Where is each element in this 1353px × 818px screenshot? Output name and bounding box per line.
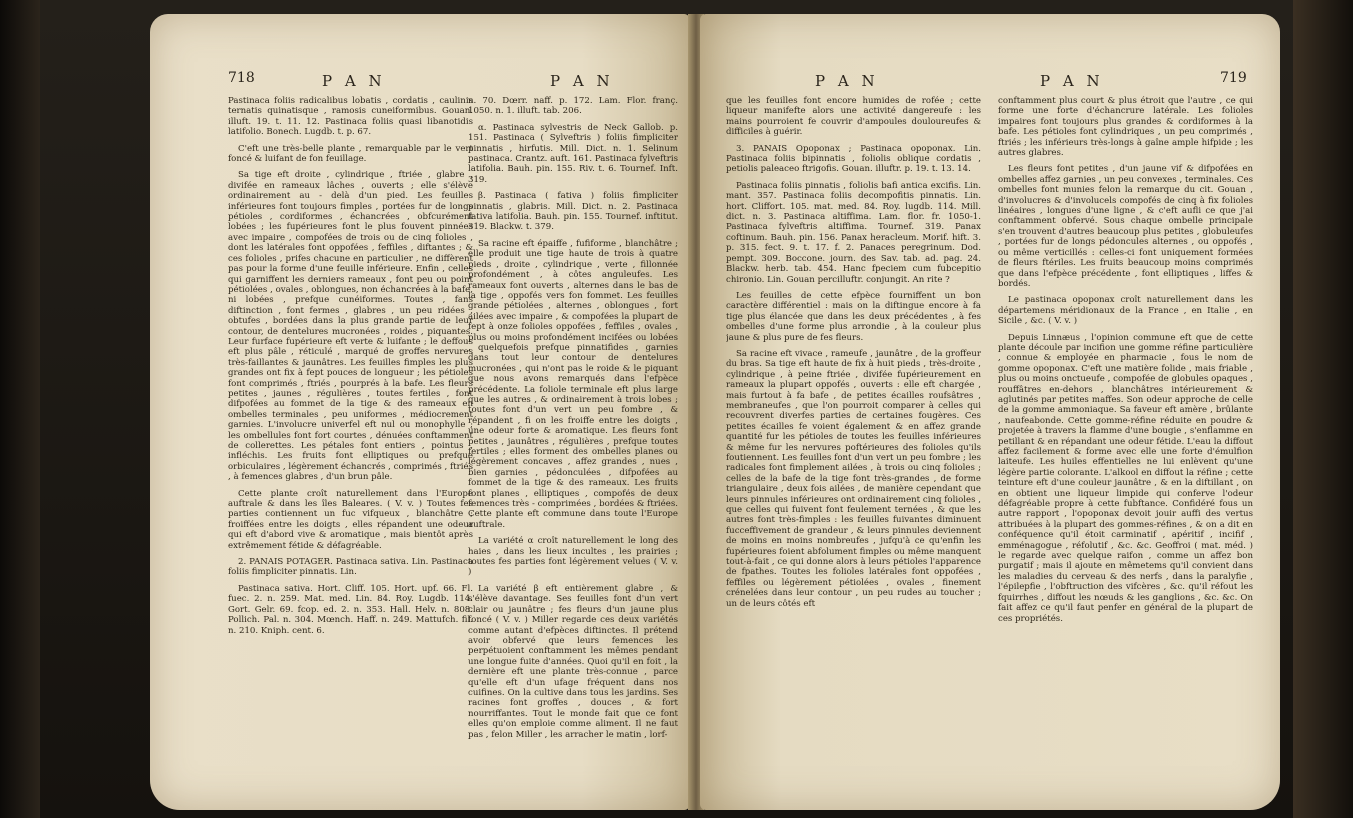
right-page — [700, 14, 1280, 810]
paragraph: C'eft une très-belle plante , remarquable par le vert foncé & luifant de fon feuillage. — [228, 143, 473, 165]
paragraph: 2. PANAIS POTAGER. Pastinaca sativa. Lin. Pastinaca foliis fimpliciter pinnatis. Lin. — [228, 557, 473, 578]
paragraph: Depuis Linnæus , l'opinion commune eft que de cette plante découle par incifion une gomme réfine particulière , connue & employée en pharmacie , fous le nom de gomme opoponax. C'eft une matière folide , mais friable , plus ou moins onctueufe , compofée de globules opaques , rouffâtres en-dehors , blanchâtres intérieurement & aglutinés par petites maffes. Son odeur approche de celle de la gomme ammoniaque. Sa faveur eft amère , brûlante , naufeabonde. Cette gomme-réfine réduite en poudre & projetée à travers la flamme d'une bougie , s'enflamme en petillant & en répandant une odeur fétide. L'eau la diffout affez facilement & forme avec elle une forte d'émulfion laiteufe. Les huiles effentielles ne lui enlèvent qu'une légère partie colorante. L'alkool en diffout la réfine ; cette teinture eft d'une couleur jaunâtre , & en la diftillant , on en obtient une liqueur limpide qui conferve l'odeur défagréable propre à cette fubftance. Confidéré fous un autre rapport , l'opoponax devoit jouir auffi des vertus attribuées à la plupart des gommes-réfines , & on a dit en conféquence qu'il étoit carminatif , apéritif , incifif , emménagogue , réfolutif , &c. &c. Geoffroi ( mat. méd. ) le regarde avec quelque raifon , comme un affez bon purgatif ; mais il ajoute en mêmetems qu'il convient dans les maladies du cerveau & des nerfs , dans la paralyfie , l'épilepfie , l'obftruction des vifcères , &c. qu'il réfout les fquirrhes , diffout les nœuds & les ganglions , &c. &c. On fait affez ce qu'il faut penfer en général de la plupart de ces propriétés. — [998, 332, 1253, 624]
running-head-left-1: P A N — [322, 72, 386, 90]
page-number-right: 719 — [1220, 70, 1247, 86]
running-head-right-1: P A N — [815, 72, 879, 90]
paragraph: La variété α croît naturellement le long des haies , dans les lieux incultes , les prairies ; toutes fes parties font légèrement velues ( V. v. ) — [468, 536, 678, 578]
paragraph: La variété β eft entièrement glabre , & s'élève davantage. Ses feuilles font d'un vert clair ou jaunâtre ; fes fleurs d'un jaune plus foncé ( V. v. ) Miller regarde ces deux variétés comme autant d'efpèces diftinctes. Il prétend avoir obfervé que leurs femences les perpétuoient conftamment les mêmes pendant une longue fuite d'années. Quoi qu'il en foit , la dernière eft une plante très-connue , parce qu'elle eft d'un ufage fréquent dans nos cuifines. On la cultive dans tous les jardins. Ses racines font groffes , douces , & fort nourriffantes. Tout le monde fait que ce font elles qu'on emploie comme aliment. Il ne faut pas , felon Miller , les arracher le matin , lorf- — [468, 583, 678, 740]
page-number-left: 718 — [228, 70, 255, 86]
paragraph: Le pastinaca opoponax croît naturellement dans les départemens méridionaux de la France , en Italie , en Sicile , &c. ( V. v. ) — [998, 295, 1253, 327]
book-edge-left — [0, 0, 40, 818]
paragraph: 3. PANAIS Opoponax ; Pastinaca opoponax. Lin. Pastinaca foliis bipinnatis , foliolis oblique cordatis , petiolis paleaceo ftrigofis. Gouan. illuftr. p. 19. t. 13. 14. — [726, 143, 981, 175]
running-head-left-2: P A N — [550, 72, 614, 90]
paragraph: Sa tige eft droite , cylindrique , ftriée , glabre , divifée en rameaux lâches , ouverts ; elle s'élève ordinairement au - delà d'un pied. Les feuilles inférieures font toujours fimples , portées fur de longs pétioles , cordiformes , échancrées , obfcurément lobées ; les fupérieures font le plus fouvent pinnées avec impaire , compofées de trois ou de cinq folioles , dont les latérales font oppofées , feffiles , diftantes ; & ces folioles , prifes chacune en particulier , ne diffèrent pas pour la forme d'une feuille inférieure. Enfin , celles qui garniffent les derniers rameaux , font peu ou point pétiolées , ovales , oblongues, non échancrées à la bafe, ni lobées , prefque cunéiformes. Toutes , fans diftinction , font fermes , glabres , un peu ridées , obtufes , bordées dans la plus grande partie de leur contour, de dentelures mucronées , roides , piquantes. Leur furface fupérieure eft verte & luifante ; le deffous eft plus pâle , réticulé , marqué de groffes nervures très-faillantes & jaunâtres. Les feuilles fimples les plus grandes ont fix à fept pouces de longueur ; les pétioles font comprimés , ftriés , pourprés à la bafe. Les fleurs petites , jaunes , régulières , toutes fertiles , font difpofées au fommet de la tige & des rameaux en ombelles terminales , peu uniformes , médiocrement garnies. L'involucre univerfel eft nul ou monophylle ; les ombellules font fort courtes , dénuées conftamment de collerettes. Les pétales font entiers , pointus , infléchis. Les fruits font elliptiques ou prefque orbiculaires , légèrement échancrés , comprimés , ftriés , à femences glabres , d'un brun pâle. — [228, 170, 473, 483]
paragraph: conftamment plus court & plus étroit que l'autre , ce qui forme une forte d'échancrure latérale. Les folioles impaires font toujours plus grandes & cordiformes à la bafe. Les pétioles font cylindriques , un peu comprimés , ftriés ; les inférieurs très-longs à gaîne ample hifpide ; les autres glabres. — [998, 96, 1253, 159]
running-head-right-2: P A N — [1040, 72, 1104, 90]
paragraph: Les fleurs font petites , d'un jaune vif & difpofées en ombelles affez garnies , un peu convexes , terminales. Ces ombelles font munies felon la remarque du cit. Gouan , d'involucres & d'involucels compofés de cinq à fix folioles linéaires , longues d'une ligne , & c'eft aufli ce que j'ai conftamment obfervé. Sous chaque ombelle principale s'en trouvent d'autres beaucoup plus petites , globuleufes , portées fur de longs pédoncules alternes , ou oppofés , ou même verticillés : celles-ci font uniquement formées de fleurs ftériles. Les fruits beaucoup moins comprimés que dans l'efpèce précédente , font elliptiques , liffes & bordés. — [998, 164, 1253, 289]
paragraph: Sa racine eft épaiffe , fufiforme , blanchâtre ; elle produit une tige haute de trois à quatre pieds , droite , cylindrique , verte , fillonnée profondément , à côtes anguleufes. Les rameaux font ouverts , alternes dans le bas de la tige , oppofés vers fon fommet. Les feuilles grande pétiolées , alternes , oblongues , fort ailées avec impaire , & compofées la plupart de fept à onze folioles oppofées , feffiles , ovales , plus ou moins profondément incifées ou lobées , quelquefois prefque pinnatifides , garnies dans tout leur contour de dentelures mucronées , qui n'ont pas le roide & le piquant que nous avons remarqués dans l'efpèce précédente. La foliole terminale eft plus large que les autres , & ordinairement à trois lobes ; toutes font d'un vert un peu fombre , & répandent , fi on les froiffe entre les doigts , une odeur forte & aromatique. Les fleurs font petites , jaunâtres , régulières , prefque toutes fertiles ; elles forment des ombelles planes ou légèrement concaves , affez grandes , nues , bien garnies , pédonculées , difpofées au fommet de la tige & des rameaux. Les fruits font planes , elliptiques , compofés de deux femences très - comprimées , bordées & ftriées. Cette plante eft commune dans toute l'Europe auftrale. — [468, 238, 678, 530]
paragraph: β. Pastinaca ( fativa ) foliis fimpliciter pinnatis , glabris. Mill. Dict. n. 2. Pastinaca fativa latifolia. Bauh. pin. 155. Tournef. inftitut. 319. Blackw. t. 379. — [468, 191, 678, 233]
right-page-column-2 — [998, 96, 1253, 630]
right-page-column-1 — [726, 96, 981, 615]
paragraph: Pastinaca foliis pinnatis , foliolis bafi antica excifis. Lin. mant. 357. Pastinaca foliis decompofitis pinnatis. Lin. hort. Cliffort. 105. mat. med. 84. Roy. lugdb. 114. Mill. dict. n. 3. Pastinaca altiffima. Lam. flor. fr. 1050-1. Pastinaca fylveftris altiffima. Tournef. 319. Panax coftinum. Bauh. pin. 156. Panax heracleum. Morif. hift. 3. p. 315. fect. 9. t. 17. f. 2. Panaces peregrinum. Dod. pempt. 309. Boccone. journ. des Sav. tab. ad. pag. 24. Blackw. herb. tab. 454. Hanc fpeciem cum fubcepitio chironio. Lin. Gouan percilluftr. conjungit. An rite ? — [726, 180, 981, 285]
paragraph: Pastinaca foliis radicalibus lobatis , cordatis , caulinis ternatis quinatisque , ramosis cuneiformibus. Gouan. illuft. 19. t. 11. 12. Pastinaca foliis quasi libanotidis latifolio. Bonech. Lugdb. t. p. 67. — [228, 96, 473, 138]
paragraph: α. Pastinaca sylvestris de Neck Gallob. p. 151. Pastinaca ( Sylveftris ) foliis fimpliciter pinnatis , hirfutis. Mill. Dict. n. 1. Selinum pastinaca. Crantz. auft. 161. Pastinaca fylveftris latifolia. Bauh. pin. 155. Riv. t. 6. Tournef. Inft. 319. — [468, 122, 678, 185]
book-edge-right — [1293, 0, 1353, 818]
left-page-column-1 — [228, 96, 473, 642]
left-page — [150, 14, 690, 810]
paragraph: que les feuilles font encore humides de rofée ; cette liqueur manifefte alors une activité dangereufe : les mains pourroient fe couvrir d'ampoules douloureufes & difficiles à guérir. — [726, 96, 981, 138]
paragraph: Cette plante croît naturellement dans l'Europe auftrale & dans les îles Baleares. ( V. v. ) Toutes fes parties contiennent un fuc vifqueux , blanchâtre ; froiffées entre les doigts , elles répandent une odeur qui eft d'abord vive & aromatique , mais bientôt après extrêmement fétide & défagréable. — [228, 488, 473, 551]
paragraph: Les feuilles de cette efpèce fourniffent un bon caractère différentiel : mais on la diftingue encore à fa tige plus élancée que dans les deux précédentes , à fes ombelles d'une forme plus arrondie , à la couleur plus jaune & plus pure de fes fleurs. — [726, 290, 981, 343]
paragraph: Pastinaca sativa. Hort. Cliff. 105. Hort. upf. 66. Fl. fuec. 2. n. 259. Mat. med. Lin. 84. Roy. Lugdb. 114. Gort. Gelr. 69. fcop. ed. 2. n. 353. Hall. Helv. n. 808. Pollich. Pal. n. 304. Mœnch. Haff. n. 249. Mattufch. fil. n. 210. Kniph. cent. 6. — [228, 583, 473, 636]
paragraph: n. 70. Dœrr. naff. p. 172. Lam. Flor. franç. 1050. n. 1. illuft. tab. 206. — [468, 96, 678, 117]
paragraph: Sa racine eft vivace , rameufe , jaunâtre , de la groffeur du bras. Sa tige eft haute de fix à huit pieds , très-droite , cylindrique , à peine ftriée , divifée fupérieurement en rameaux la plupart oppofés , ouverts : elle eft chargée , mais furtout à fa bafe , de petites écailles roufsâtres , membraneufes , que l'on pourroit comparer à celles qui recouvrent diverfes parties de certaines fougères. Ces petites écailles fe voient également & en affez grande quantité fur les pétioles de toutes les feuilles inférieures & même fur les nervures poftérieures des folioles qu'ils foutiennent. Les feuilles font d'un vert un peu fombre ; les radicales font fimplement ailées , à trois ou cinq folioles ; celles de la bafe de la tige font très-grandes , de forme triangulaire , deux fois ailées , de manière cependant que leurs pinnules inférieures ont ordinairement cinq folioles , que celles qui fuivent font feulement ternées , & que les autres font très-fimples : les feuilles fuivantes diminuent fucceffivement de grandeur , & leurs pinnules deviennent de moins en moins nombreufes , jufqu'à ce qu'enfin les fupérieures foient abfolument fimples ou même manquent tout-à-fait , ce qui donne alors à leurs pétioles l'apparence de fpathes. Toutes les folioles latérales font oppofées , feffiles ou légèrement pétiolées , ovales , finement crénelées dans leur contour , un peu rudes au toucher ; un de leurs côtés eft — [726, 348, 981, 609]
left-page-column-2 — [468, 96, 678, 746]
